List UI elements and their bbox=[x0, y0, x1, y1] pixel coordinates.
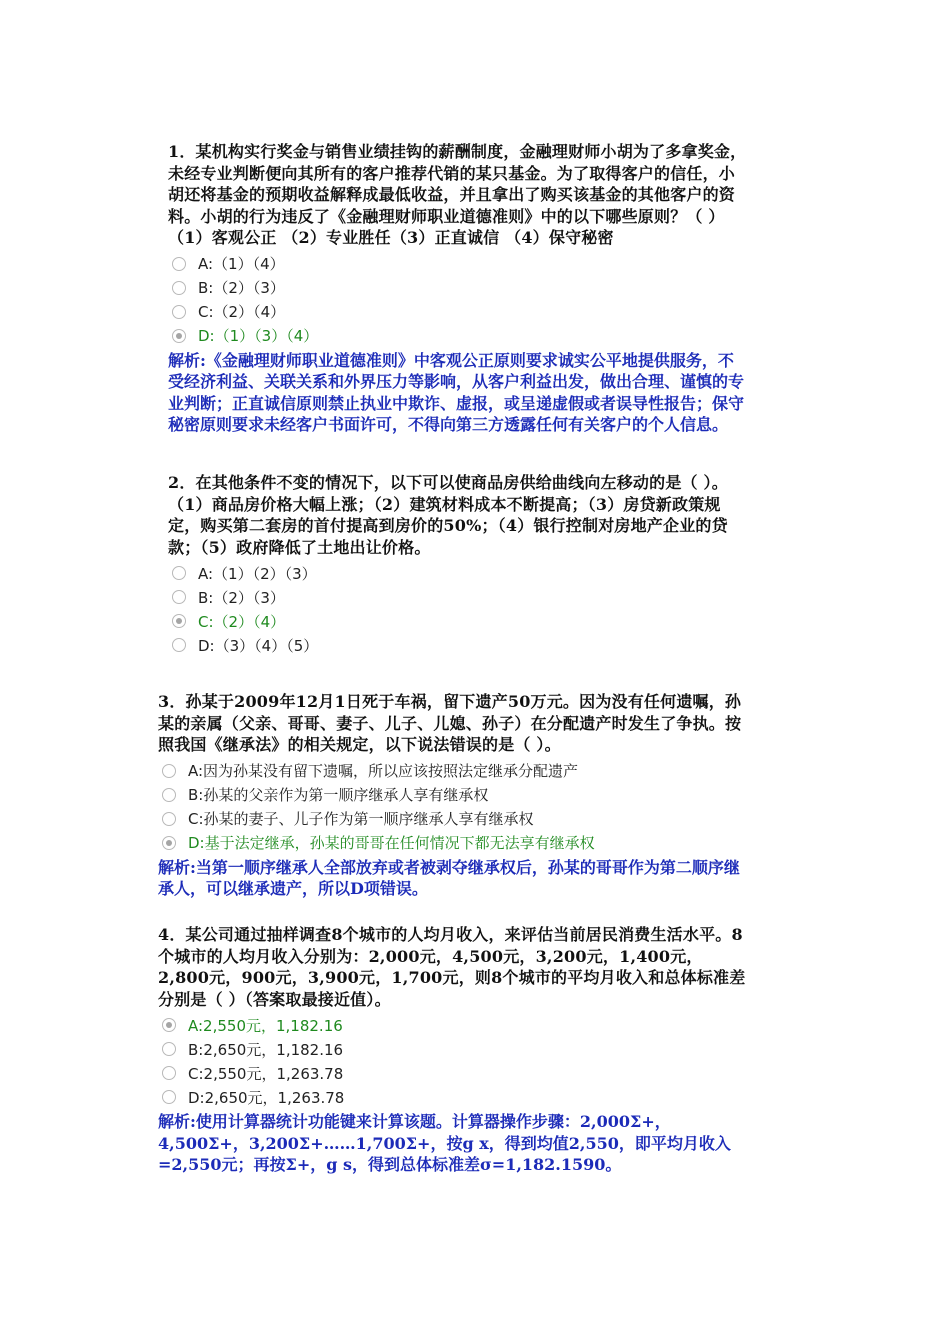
option-d[interactable] bbox=[158, 1085, 748, 1109]
radio-icon[interactable] bbox=[172, 305, 186, 319]
option-c[interactable] bbox=[168, 609, 748, 633]
option-label: A:因为孙某没有留下遗嘱，所以应该按照法定继承分配遗产 bbox=[188, 762, 579, 780]
radio-icon[interactable] bbox=[172, 590, 186, 604]
radio-icon[interactable] bbox=[172, 257, 186, 271]
option-label: A:2,550元，1,182.16 bbox=[188, 1016, 343, 1035]
option-label: C:（2）（4） bbox=[198, 303, 286, 321]
option-label: D:基于法定继承，孙某的哥哥在任何情况下都无法享有继承权 bbox=[188, 834, 595, 852]
question-stem: 2．在其他条件不变的情况下，以下可以使商品房供给曲线向左移动的是（ ）。（1）商品房价格大幅上涨；（2）建筑材料成本不断提高；（3）房贷新政策规定，购买第二套房的首付提高到房价的50%；（4）银行控制对房地产企业的贷款；（5）政府降低了土地出让价格。 bbox=[168, 473, 728, 557]
radio-icon[interactable] bbox=[172, 281, 186, 295]
option-label: B:2,650元，1,182.16 bbox=[188, 1040, 344, 1059]
option-label: C:孙某的妻子、儿子作为第一顺序继承人享有继承权 bbox=[188, 810, 534, 828]
explanation: 解析:使用计算器统计功能键来计算该题。计算器操作步骤：2,000Σ+，4,500Σ+，3,200Σ+……1,700Σ+，按g x，得到均值2,550，即平均月收入=2,550元；再按Σ+，g s，得到总体标准差σ=1,182.1590。 bbox=[158, 1112, 731, 1174]
option-label: B:孙某的父亲作为第一顺序继承人享有继承权 bbox=[188, 786, 489, 804]
question-2 bbox=[168, 472, 748, 657]
option-b[interactable] bbox=[168, 585, 748, 609]
question-stem: 3．孙某于2009年12月1日死于车祸，留下遗产50万元。因为没有任何遗嘱，孙某的亲属（父亲、哥哥、妻子、儿子、儿媳、孙子）在分配遗产时发生了争执。按照我国《继承法》的相关规定，以下说法错误的是（ ）。 bbox=[158, 692, 742, 754]
radio-icon[interactable] bbox=[172, 638, 186, 652]
option-a[interactable] bbox=[168, 561, 748, 585]
option-d[interactable] bbox=[158, 831, 748, 855]
option-label: D:2,650元，1,263.78 bbox=[188, 1088, 345, 1107]
radio-selected-icon[interactable] bbox=[172, 614, 186, 628]
question-3 bbox=[158, 691, 748, 900]
explanation: 解析:当第一顺序继承人全部放弃或者被剥夺继承权后，孙某的哥哥作为第二顺序继承人，可以继承遗产，所以D项错误。 bbox=[158, 857, 740, 898]
question-4 bbox=[158, 924, 748, 1176]
option-label: B:（2）（3） bbox=[198, 588, 285, 607]
option-c[interactable] bbox=[158, 807, 748, 831]
radio-icon[interactable] bbox=[162, 812, 176, 826]
radio-selected-icon[interactable] bbox=[162, 1018, 176, 1032]
radio-icon[interactable] bbox=[162, 764, 176, 778]
option-d[interactable] bbox=[168, 633, 748, 657]
question-stem: 1．某机构实行奖金与销售业绩挂钩的薪酬制度，金融理财师小胡为了多拿奖金，未经专业判断便向其所有的客户推荐代销的某只基金。为了取得客户的信任，小胡还将基金的预期收益解释成最低收益，并且拿出了购买该基金的其他客户的资料。小胡的行为违反了《金融理财师职业道德准则》中的以下哪些原则？（ ）（1）客观公正 （2）专业胜任（3）正直诚信 （4）保守秘密 bbox=[168, 142, 747, 247]
question-1 bbox=[168, 141, 748, 436]
explanation: 解析:《金融理财师职业道德准则》中客观公正原则要求诚实公平地提供服务，不受经济利益、关联关系和外界压力等影响，从客户利益出发，做出合理、谨慎的专业判断；正直诚信原则禁止执业中欺诈、虚报，或呈递虚假或者误导性报告；保守秘密原则要求未经客户书面许可，不得向第三方透露任何有关客户的个人信息。 bbox=[168, 350, 745, 434]
option-label: A:（1）（2）（3） bbox=[198, 564, 317, 583]
radio-icon[interactable] bbox=[162, 1090, 176, 1104]
option-label: C:2,550元，1,263.78 bbox=[188, 1064, 344, 1083]
radio-icon[interactable] bbox=[162, 1066, 176, 1080]
option-b[interactable] bbox=[158, 1037, 748, 1061]
option-label: A:（1）（4） bbox=[198, 255, 285, 273]
option-a[interactable] bbox=[158, 1013, 748, 1037]
option-b[interactable] bbox=[158, 783, 748, 807]
radio-icon[interactable] bbox=[162, 1042, 176, 1056]
option-c[interactable] bbox=[158, 1061, 748, 1085]
radio-selected-icon[interactable] bbox=[172, 329, 186, 343]
radio-icon[interactable] bbox=[162, 788, 176, 802]
radio-selected-icon[interactable] bbox=[162, 836, 176, 850]
radio-icon[interactable] bbox=[172, 566, 186, 580]
option-d[interactable] bbox=[168, 324, 748, 348]
option-label: B:（2）（3） bbox=[198, 279, 285, 297]
option-c[interactable] bbox=[168, 300, 748, 324]
option-label: D:（3）（4）（5） bbox=[198, 636, 319, 655]
option-a[interactable] bbox=[158, 759, 748, 783]
option-label: D:（1）（3）（4） bbox=[198, 327, 319, 345]
option-a[interactable] bbox=[168, 252, 748, 276]
question-stem: 4．某公司通过抽样调查8个城市的人均月收入，来评估当前居民消费生活水平。8个城市的人均月收入分别为：2,000元，4,500元，3,200元，1,400元，2,800元，900元，3,900元，1,700元，则8个城市的平均月收入和总体标准差分别是（ ）（答案取最接近值）。 bbox=[158, 925, 746, 1009]
option-b[interactable] bbox=[168, 276, 748, 300]
option-label: C:（2）（4） bbox=[198, 612, 286, 631]
